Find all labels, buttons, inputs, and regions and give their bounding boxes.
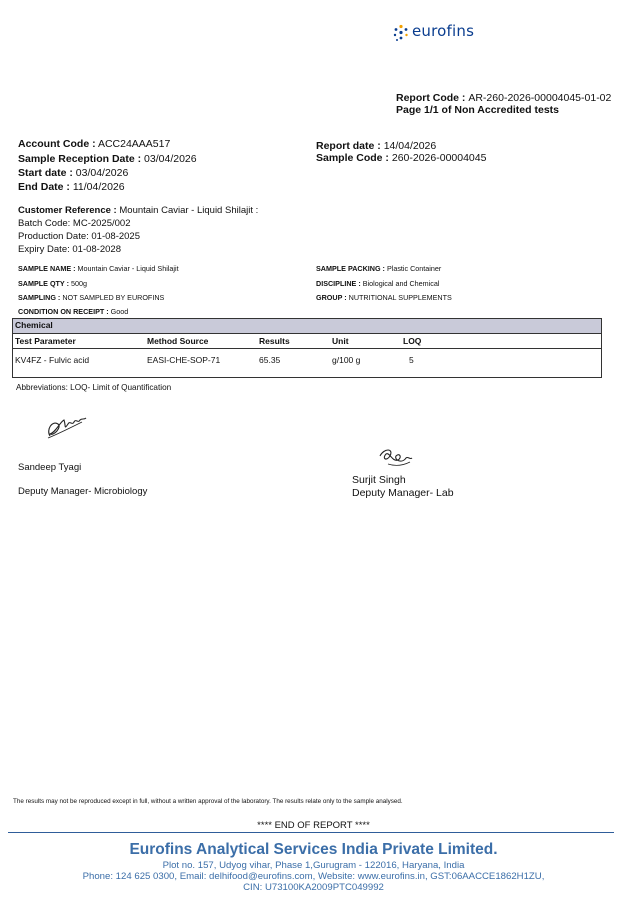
eurofins-dots-icon <box>392 24 410 42</box>
table-section-header <box>13 319 601 334</box>
start-date <box>18 167 128 179</box>
sample-reception-label: Sample Reception Date : <box>18 153 142 165</box>
sample-name-label: SAMPLE NAME : <box>18 264 76 273</box>
signatory-2-name: Surjit Singh <box>352 474 406 486</box>
logo-text: eurofins <box>412 22 475 40</box>
table-cell: g/100 g <box>332 355 361 365</box>
report-date-value: 14/04/2026 <box>383 140 437 152</box>
group-value: NUTRITIONAL SUPPLEMENTS <box>348 293 452 302</box>
sample-reception-date <box>18 153 197 165</box>
sample-code <box>316 152 486 164</box>
end-date <box>18 181 125 193</box>
company-address: Plot no. 157, Udyog vihar, Phase 1,Gurugram - 122016, Haryana, India <box>162 860 465 871</box>
sample-qty-label: SAMPLE QTY : <box>18 279 69 288</box>
column-header: LOQ <box>403 336 422 346</box>
group-label: GROUP : <box>316 293 347 302</box>
sample-name <box>18 264 179 273</box>
signatory-1-title: Deputy Manager- Microbiology <box>18 486 148 497</box>
condition-on-receipt <box>18 307 128 316</box>
page-info: Page 1/1 of Non Accredited tests <box>396 104 559 116</box>
report-date-label: Report date : <box>316 140 381 152</box>
sample-qty-value: 500g <box>70 279 87 288</box>
discipline-label: DISCIPLINE : <box>316 279 361 288</box>
table-cell: 65.35 <box>259 355 281 365</box>
table-cell: 5 <box>409 355 414 365</box>
customer-reference <box>18 205 258 216</box>
account-code-value: ACC24AAA517 <box>97 138 171 150</box>
signatory-2-title: Deputy Manager- Lab <box>352 487 454 499</box>
sample-code-label: Sample Code : <box>316 152 389 164</box>
sample-packing <box>316 264 441 273</box>
account-code <box>18 138 170 150</box>
end-date-value: 11/04/2026 <box>72 181 125 193</box>
table-cell: KV4FZ - Fulvic acid <box>15 355 90 365</box>
sampling-label: SAMPLING : <box>18 293 61 302</box>
report-code <box>396 92 611 104</box>
customer-reference-value: Mountain Caviar - Liquid Shilajit : <box>119 205 259 216</box>
disclaimer: The results may not be reproduced except in full, without a written approval of the laboratory. The results relate only to the sample analysed. <box>13 798 403 805</box>
table-cell: EASI-CHE-SOP-71 <box>147 355 221 365</box>
discipline <box>316 279 439 288</box>
column-header: Method Source <box>147 336 209 346</box>
sample-name-value: Mountain Caviar - Liquid Shilajit <box>77 264 179 273</box>
sampling <box>18 293 164 302</box>
account-code-label: Account Code : <box>18 138 96 150</box>
sample-qty <box>18 279 87 288</box>
start-date-label: Start date : <box>18 167 73 179</box>
footer-divider <box>8 832 614 833</box>
table-section-title: Chemical <box>15 320 53 330</box>
company-contact: Phone: 124 625 0300, Email: delhifood@eurofins.com, Website: www.eurofins.in, GST:06AACCE1862H1ZU, <box>82 871 545 882</box>
column-header: Results <box>259 336 290 346</box>
end-date-label: End Date : <box>18 181 70 193</box>
condition-label: CONDITION ON RECEIPT : <box>18 307 109 316</box>
discipline-value: Biological and Chemical <box>362 279 440 288</box>
company-cin: CIN: U73100KA2009PTC049992 <box>243 882 384 893</box>
batch-code: Batch Code: MC-2025/002 <box>18 218 131 229</box>
sample-reception-value: 03/04/2026 <box>144 153 197 165</box>
report-date <box>316 140 436 152</box>
sample-packing-label: SAMPLE PACKING : <box>316 264 385 273</box>
report-code-value: AR-260-2026-00004045-01-02 <box>468 92 612 104</box>
signature-1 <box>44 410 90 447</box>
sample-packing-value: Plastic Container <box>386 264 442 273</box>
column-header: Test Parameter <box>15 336 76 346</box>
column-header: Unit <box>332 336 349 346</box>
signatory-1-name: Sandeep Tyagi <box>18 462 82 473</box>
customer-reference-label: Customer Reference : <box>18 205 117 216</box>
sampling-value: NOT SAMPLED BY EUROFINS <box>62 293 165 302</box>
condition-value: Good <box>110 307 129 316</box>
abbreviations: Abbreviations: LOQ- Limit of Quantification <box>16 383 172 392</box>
production-date: Production Date: 01-08-2025 <box>18 231 140 242</box>
group <box>316 293 452 302</box>
results-table <box>12 318 602 378</box>
start-date-value: 03/04/2026 <box>75 167 129 179</box>
sample-code-value: 260-2026-00004045 <box>391 152 487 164</box>
signature-2 <box>376 446 416 477</box>
report-code-label: Report Code : <box>396 92 466 104</box>
company-name: Eurofins Analytical Services India Private Limited. <box>129 841 498 858</box>
expiry-date: Expiry Date: 01-08-2028 <box>18 244 121 255</box>
table-column-headers <box>13 334 601 349</box>
end-of-report: **** END OF REPORT **** <box>257 820 370 831</box>
